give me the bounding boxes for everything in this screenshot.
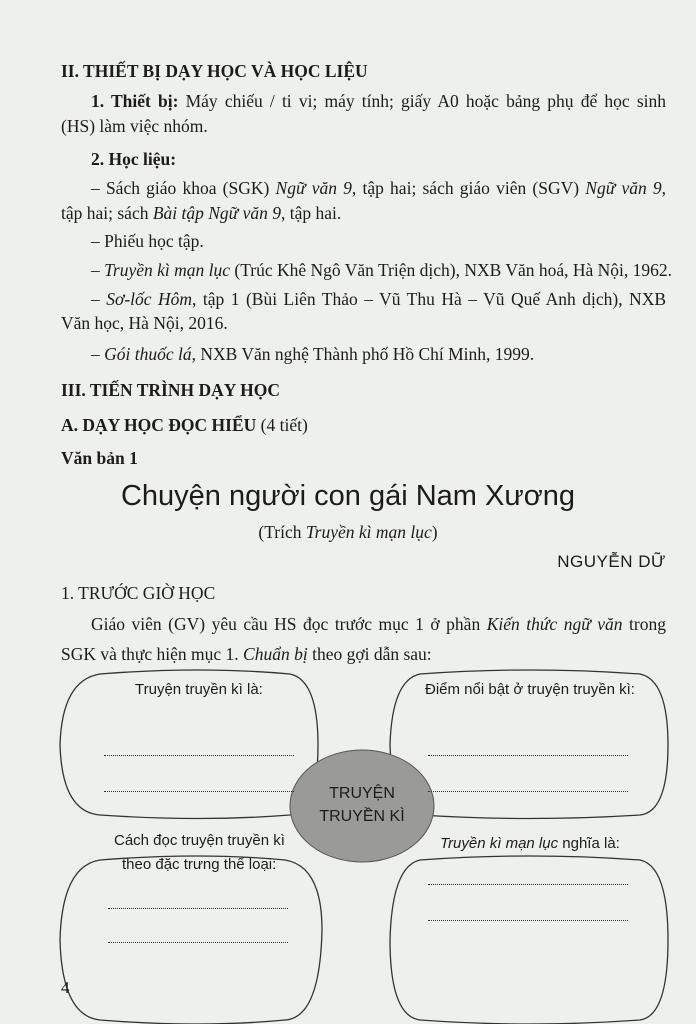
t: SGK và thực hiện mục 1. bbox=[61, 644, 244, 664]
t: , tập 1 (Bùi Liên Thảo – Vũ Thu Hà – Vũ Quế Anh dịch), NXB bbox=[192, 289, 667, 309]
book-title: Ngữ văn 9 bbox=[275, 178, 352, 198]
book-title: – Truyền kì mạn lục bbox=[91, 260, 231, 280]
author: NGUYỄN DỮ bbox=[557, 552, 666, 571]
center-label-line-2: TRUYỀN KÌ bbox=[319, 808, 405, 825]
box-bottom-left-label-1: Cách đọc truyện truyền kì bbox=[114, 832, 285, 849]
material-worksheet: – Phiếu học tập. bbox=[91, 231, 204, 251]
t: , tập hai. bbox=[281, 203, 342, 223]
section-heading-equipment: II. THIẾT BỊ DẠY HỌC VÀ HỌC LIỆU bbox=[61, 61, 368, 81]
t: theo gợi dẫn sau: bbox=[307, 644, 432, 664]
answer-line bbox=[428, 920, 628, 921]
t: tập hai; sách bbox=[61, 203, 153, 223]
box-bottom-left bbox=[60, 856, 322, 1024]
equipment-line-2: (HS) làm việc nhóm. bbox=[61, 116, 208, 136]
box-top-right-label: Điểm nổi bật ở truyện truyền kì: bbox=[425, 681, 635, 698]
step-heading: 1. TRƯỚC GIỜ HỌC bbox=[61, 583, 216, 603]
book-title: – Sơ-lốc Hôm bbox=[91, 289, 193, 309]
answer-line bbox=[104, 791, 294, 792]
box-top-left-label: Truyện truyền kì là: bbox=[135, 681, 263, 698]
answer-line bbox=[104, 755, 294, 756]
book-title: Bài tập Ngữ văn 9 bbox=[152, 203, 281, 223]
box-bottom-right-label bbox=[440, 835, 620, 852]
t: Giáo viên (GV) yêu cầu HS đọc trước mục 1 ở phần bbox=[91, 614, 487, 634]
t: (4 tiết) bbox=[256, 415, 308, 435]
t: (Trúc Khê Ngô Văn Triện dịch), NXB Văn hoá, Hà Nội, 1962. bbox=[230, 260, 673, 280]
box-bottom-right bbox=[390, 856, 668, 1024]
equipment-label: 1. Thiết bị: bbox=[91, 91, 179, 111]
center-label bbox=[307, 782, 417, 828]
answer-line bbox=[108, 908, 288, 909]
answer-line bbox=[428, 791, 628, 792]
t: , NXB Văn nghệ Thành phố Hồ Chí Minh, 1999. bbox=[191, 344, 535, 364]
section-heading-process: III. TIẾN TRÌNH DẠY HỌC bbox=[61, 380, 280, 400]
t: ) bbox=[431, 522, 438, 542]
t: (Trích bbox=[258, 522, 306, 542]
t: A. DẠY HỌC ĐỌC HIỂU bbox=[61, 415, 257, 435]
book-title: Ngữ văn 9 bbox=[585, 178, 662, 198]
materials-label: 2. Học liệu: bbox=[91, 149, 177, 169]
center-label-line-1: TRUYỆN bbox=[329, 785, 395, 802]
box-bottom-left-label-2: theo đặc trưng thể loại: bbox=[122, 856, 277, 873]
answer-line bbox=[108, 942, 288, 943]
t: trong bbox=[622, 614, 666, 634]
text-label: Văn bản 1 bbox=[61, 448, 138, 468]
equipment-text: Máy chiếu / ti vi; máy tính; giấy A0 hoặc bảng phụ để học sinh bbox=[185, 91, 667, 111]
page-number: 4 bbox=[61, 978, 70, 997]
t: , bbox=[661, 178, 667, 198]
t: Chuẩn bị bbox=[243, 644, 308, 664]
lesson-title: Chuyện người con gái Nam Xương bbox=[120, 480, 576, 512]
t: Kiến thức ngữ văn bbox=[486, 614, 623, 634]
answer-line bbox=[428, 755, 628, 756]
answer-line bbox=[428, 884, 628, 885]
t: – Sách giáo khoa (SGK) bbox=[91, 178, 276, 198]
t: nghĩa là: bbox=[558, 835, 620, 852]
material-sherlock-line-2: Văn học, Hà Nội, 2016. bbox=[61, 313, 228, 333]
t: Truyền kì mạn lục bbox=[305, 522, 432, 542]
t: Truyền kì mạn lục bbox=[440, 835, 559, 852]
t: , tập hai; sách giáo viên (SGV) bbox=[351, 178, 586, 198]
book-title: – Gói thuốc lá bbox=[91, 344, 192, 364]
